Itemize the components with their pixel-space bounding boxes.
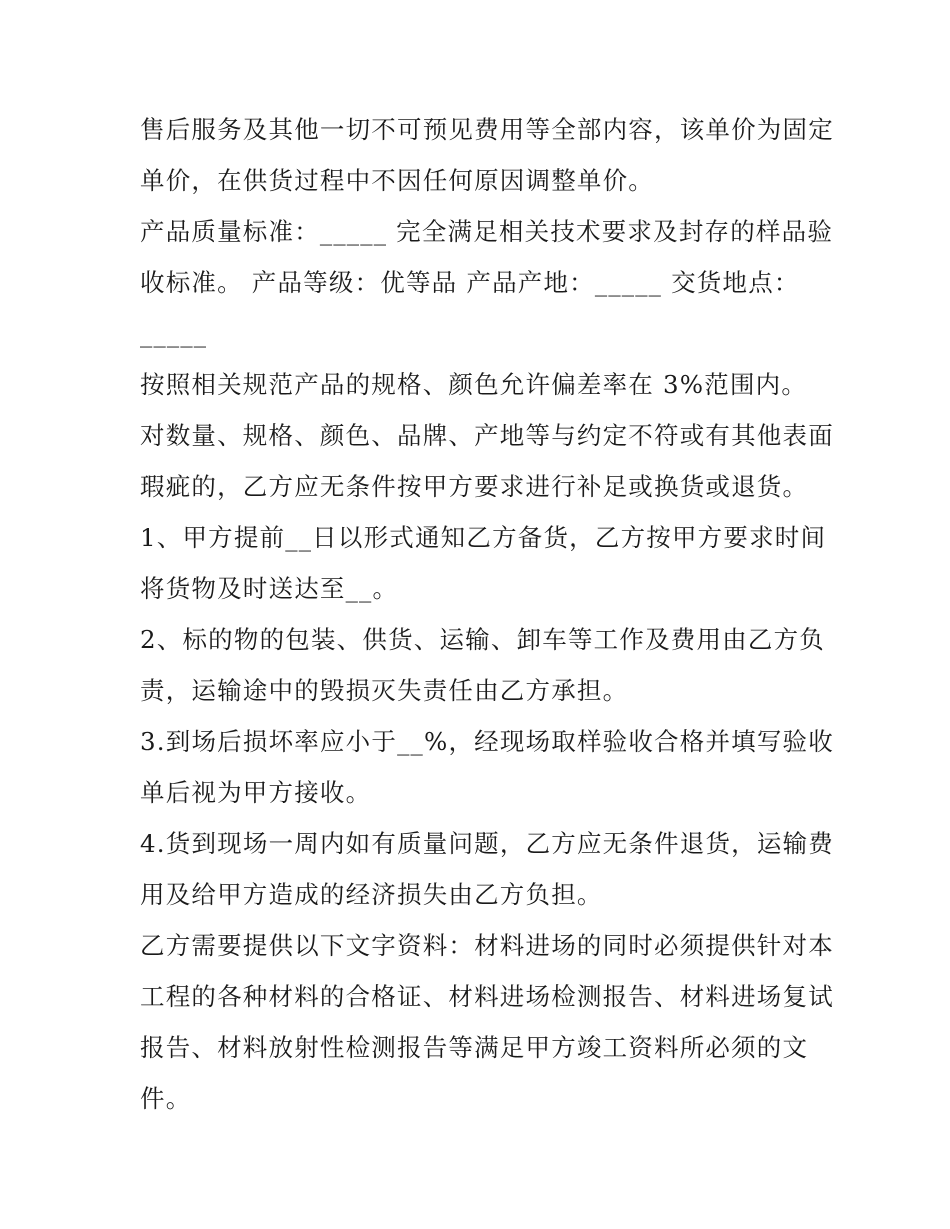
text-line: 4.货到现场一周内如有质量问题，乙方应无条件退货，运输费 [140,829,834,858]
text-line: 单价，在供货过程中不因任何原因调整单价。 [140,166,654,195]
text-line: 对数量、规格、颜色、品牌、产地等与约定不符或有其他表面 [140,421,834,450]
text-line: _____ [140,319,208,348]
text-line: 瑕疵的，乙方应无条件按甲方要求进行补足或换货或退货。 [140,472,809,501]
text-line: 报告、材料放射性检测报告等满足甲方竣工资料所必须的文 [140,1033,809,1062]
text-line: 售后服务及其他一切不可预见费用等全部内容，该单价为固定 [140,115,834,144]
text-line: 产品质量标准：_____ 完全满足相关技术要求及封存的样品验 [140,217,834,246]
text-line: 件。 [140,1084,192,1113]
text-line: 将货物及时送达至__。 [140,574,399,603]
text-line: 用及给甲方造成的经济损失由乙方负担。 [140,880,603,909]
text-line: 单后视为甲方接收。 [140,778,372,807]
text-line: 收标准。 产品等级：优等品 产品产地：_____ 交货地点： [140,268,800,297]
text-line: 1、甲方提前__日以形式通知乙方备货，乙方按甲方要求时间 [140,523,827,552]
text-line: 责，运输途中的毁损灭失责任由乙方承担。 [140,676,629,705]
text-line: 3.到场后损坏率应小于__%，经现场取样验收合格并填写验收 [140,727,834,756]
text-line: 乙方需要提供以下文字资料：材料进场的同时必须提供针对本 [140,931,834,960]
text-line: 2、标的物的包装、供货、运输、卸车等工作及费用由乙方负 [140,625,825,654]
text-line: 按照相关规范产品的规格、颜色允许偏差率在 3%范围内。 [140,370,808,399]
document-body [140,104,834,1124]
text-line: 工程的各种材料的合格证、材料进场检测报告、材料进场复试 [140,982,834,1011]
